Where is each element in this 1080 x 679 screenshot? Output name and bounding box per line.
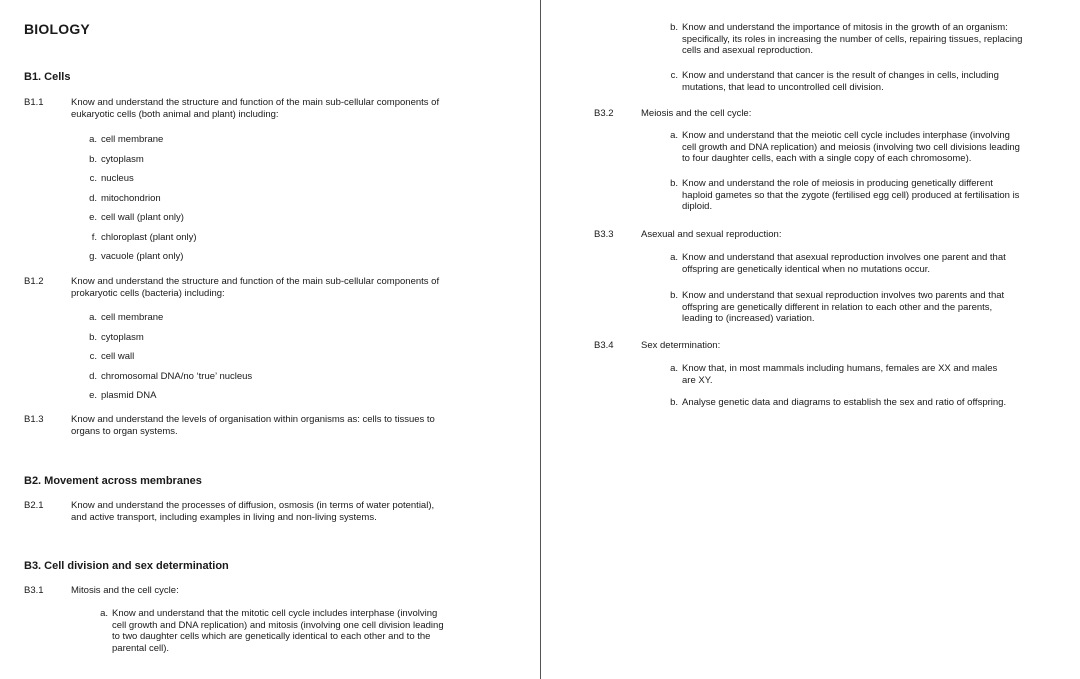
spec-code-b3-4: B3.4 [594,340,614,351]
page-title: BIOLOGY [24,21,90,37]
spec-text-b2-1-line2: and active transport, including examples in living and non-living systems. [71,512,377,523]
spec-text-b3-1: Mitosis and the cell cycle: [71,585,179,596]
spec-text-b1-1-line2: eukaryotic cells (both animal and plant) including: [71,109,279,120]
list-item: b. cytoplasm [89,332,144,343]
spec-code-b3-1: B3.1 [24,585,44,596]
spec-text-b3-2: Meiosis and the cell cycle: [641,108,752,119]
spec-code-b1-1: B1.1 [24,97,44,108]
list-item: d. chromosomal DNA/no ‘true’ nucleus [89,371,253,382]
list-item: c. cell wall [89,351,135,362]
section-heading-b1: B1. Cells [24,71,71,83]
list-item: g. vacuole (plant only) [89,251,184,262]
spec-code-b2-1: B2.1 [24,500,44,511]
spec-code-b1-3: B1.3 [24,414,44,425]
spec-text-b3-4: Sex determination: [641,340,721,351]
spec-code-b3-3: B3.3 [594,229,614,240]
spec-text-b2-1-line1: Know and understand the processes of diffusion, osmosis (in terms of water potential), [71,500,435,511]
page-divider [540,0,541,679]
spec-text-b1-2-line2: prokaryotic cells (bacteria) including: [71,288,225,299]
spec-text-b1-3-line2: organs to organ systems. [71,426,178,437]
list-item: a. cell membrane [89,134,164,145]
section-heading-b3: B3. Cell division and sex determination [24,560,229,572]
spec-code-b3-2: B3.2 [594,108,614,119]
spec-text-b1-3-line1: Know and understand the levels of organisation within organisms as: cells to tissues to [71,414,435,425]
list-item: a. cell membrane [89,312,164,323]
list-item: e. plasmid DNA [89,390,157,401]
list-item: f. chloroplast (plant only) [91,232,197,243]
list-item: e. cell wall (plant only) [89,212,184,223]
list-item: c. nucleus [89,173,134,184]
list-item: d. mitochondrion [89,193,161,204]
spec-text-b1-1-line1: Know and understand the structure and function of the main sub-cellular components of [71,97,440,108]
list-item: b. cytoplasm [89,154,144,165]
spec-text-b3-3: Asexual and sexual reproduction: [641,229,782,240]
spec-text-b1-2-line1: Know and understand the structure and function of the main sub-cellular components of [71,276,440,287]
section-heading-b2: B2. Movement across membranes [24,475,202,487]
spec-code-b1-2: B1.2 [24,276,44,287]
